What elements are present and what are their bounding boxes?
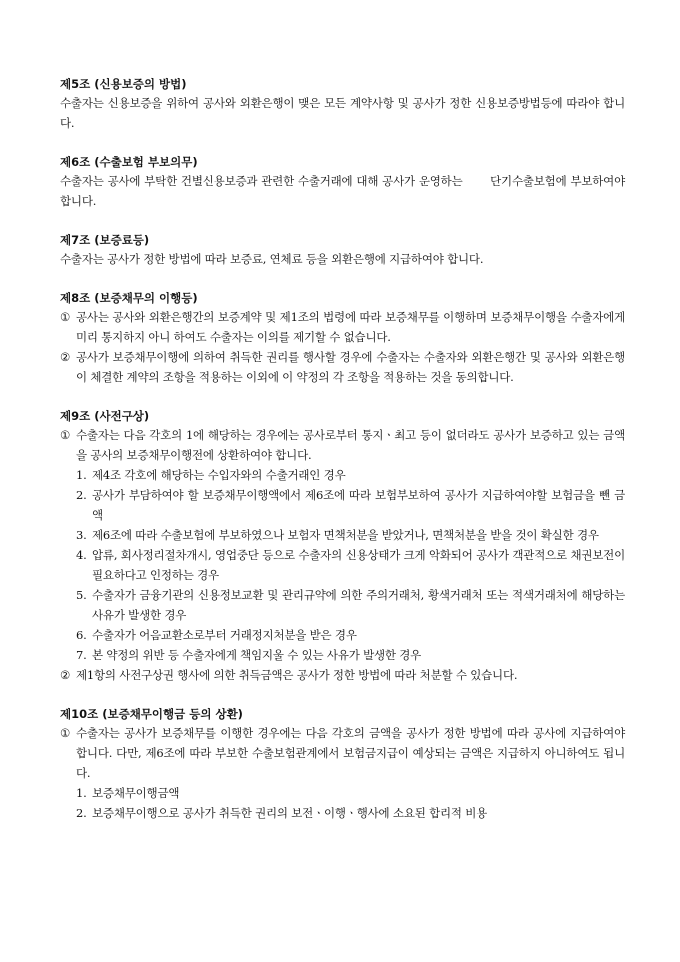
list-item [76,803,625,823]
clause-mark: ① [60,726,71,740]
list-item [76,465,625,485]
item-number: 2. [76,806,87,820]
item-text: 수출자가 금융기관의 신용정보교환 및 관리규약에 의한 주의거래처, 황색거래처 또는 적색거래처에 해당하는 사유가 발생한 경우 [92,588,625,622]
item-number: 6. [76,628,87,642]
item-number: 1. [76,468,87,482]
article-paragraph: 수출자는 공사가 정한 방법에 따라 보증료, 연체료 등을 외환은행에 지급하여야 합니다. [60,252,484,266]
clause-mark: ① [60,310,71,324]
item-text: 공사가 부담하여야 할 보증채무이행액에서 제6조에 따라 보험부보하여 공사가 지급하여야할 보험금을 뺀 금액 [92,488,625,522]
article-title: 제9조 (사전구상) [60,409,150,423]
item-text: 제6조에 따라 수출보험에 부보하였으나 보험자 면책처분을 받았거나, 면책처분을 받을 것이 확실한 경우 [92,528,599,542]
list-item [76,645,625,665]
list-item [76,525,625,545]
article-title: 제8조 (보증채무의 이행등) [60,291,198,305]
article-title: 제6조 (수출보험 부보의무) [60,155,198,169]
clause-text: 제1항의 사전구상권 행사에 의한 취득금액은 공사가 정한 방법에 따라 처분할 수 있습니다. [76,668,518,682]
item-text: 제4조 각호에 해당하는 수입자와의 수출거래인 경우 [92,468,346,482]
article-7 [60,231,625,269]
list-item [76,545,625,585]
item-number: 1. [76,786,87,800]
list-item [76,585,625,625]
item-text: 본 약정의 위반 등 수출자에게 책임지울 수 있는 사유가 발생한 경우 [92,648,422,662]
list-item [76,783,625,803]
item-number: 5. [76,588,87,602]
clause-1 [60,425,625,465]
clause-text: 공사는 공사와 외환은행간의 보증계약 및 제1조의 법령에 따라 보증채무를 이행하며 보증채무이행을 수출자에게 미리 통지하지 아니 하여도 수출자는 이의를 제기할 수 없습니다. [76,310,625,344]
item-list [76,783,625,823]
article-title: 제7조 (보증료등) [60,233,150,247]
clause-2 [60,665,625,685]
item-number: 7. [76,648,87,662]
item-text: 보증채무이행금액 [92,786,180,800]
clause-mark: ② [60,668,71,682]
clause-2 [60,347,625,387]
article-6 [60,153,629,211]
item-text: 보증채무이행으로 공사가 취득한 권리의 보전ㆍ이행ㆍ행사에 소요된 합리적 비용 [92,806,488,820]
clause-text: 수출자는 다음 각호의 1에 해당하는 경우에는 공사로부터 통지ㆍ최고 등이 없더라도 공사가 보증하고 있는 금액을 공사의 보증채무이행전에 상환하여야 합니다. [76,428,625,462]
list-item [76,625,625,645]
article-title: 제5조 (신용보증의 방법) [60,77,187,91]
article-paragraph: 수출자는 신용보증을 위하여 공사와 외환은행이 맺은 모든 계약사항 및 공사가 정한 신용보증방법등에 따라야 합니다. [60,96,625,130]
clause-mark: ② [60,350,71,364]
item-text: 압류, 회사정리절차개시, 영업중단 등으로 수출자의 신용상태가 크게 악화되어 공사가 객관적으로 채권보전이 필요하다고 인정하는 경우 [92,548,625,582]
item-number: 4. [76,548,87,562]
article-title: 제10조 (보증채무이행금 등의 상환) [60,707,243,721]
list-item [76,485,625,525]
article-5 [60,75,625,133]
clause-1 [60,307,625,347]
article-paragraph: 수출자는 공사에 부탁한 건별신용보증과 관련한 수출거래에 대해 공사가 운영하는 단기수출보험에 부보하여야 합니다. [60,174,629,208]
clause-text: 수출자는 공사가 보증채무를 이행한 경우에는 다음 각호의 금액을 공사가 정한 방법에 따라 공사에 지급하여야 합니다. 다만, 제6조에 따라 부보한 수출보험관계에서 보험금지급이 예상되는 금액은 지급하지 아니하여도 됩니다. [76,726,625,780]
article-8 [60,289,625,387]
item-text: 수출자가 어음교환소로부터 거래정지처분을 받은 경우 [92,628,357,642]
clause-mark: ① [60,428,71,442]
item-list [76,465,625,665]
item-number: 2. [76,488,87,502]
document-page [60,75,629,843]
item-number: 3. [76,528,87,542]
article-10 [60,705,625,823]
clause-text: 공사가 보증채무이행에 의하여 취득한 권리를 행사할 경우에 수출자는 수출자와 외환은행간 및 공사와 외환은행이 체결한 계약의 조항을 적용하는 이외에 이 약정의 각 조항을 적용하는 것을 동의합니다. [76,350,625,384]
article-9 [60,407,625,685]
clause-1 [60,723,625,783]
